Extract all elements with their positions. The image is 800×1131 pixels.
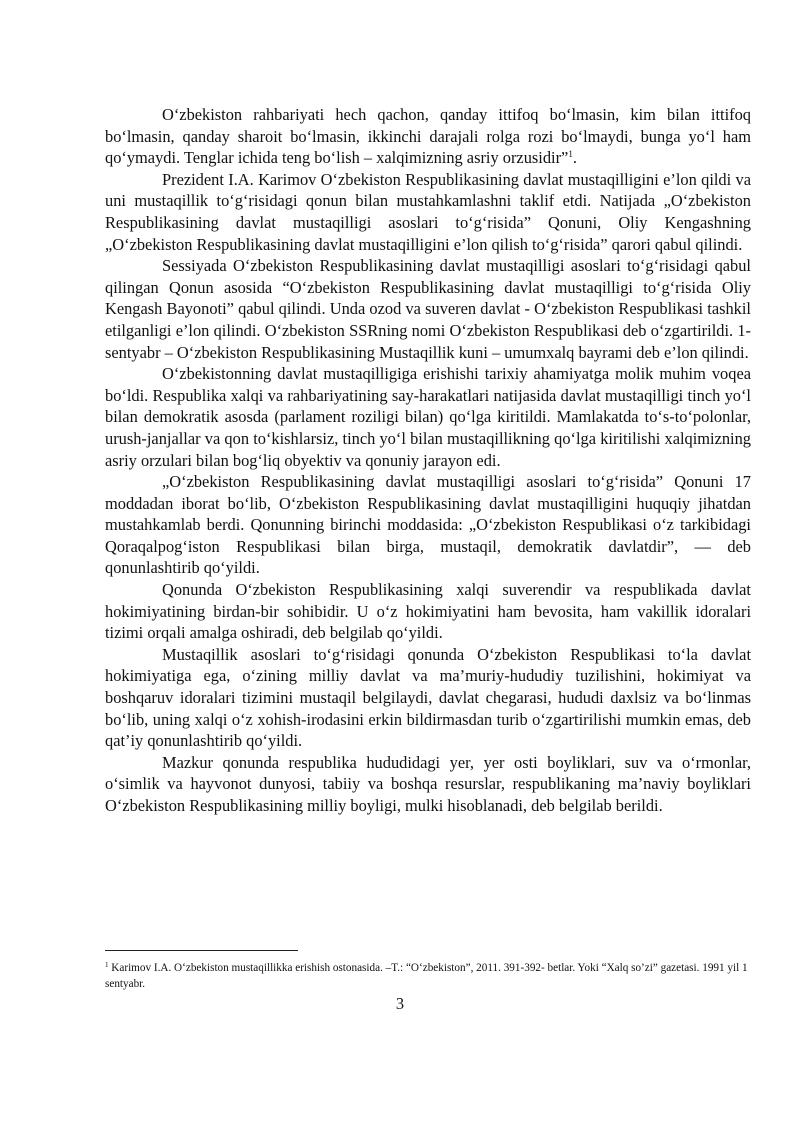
- paragraph-7: Mustaqillik asoslari to‘g‘risidagi qonunda O‘zbekiston Respublikasi to‘la davlat hokimiyatiga ega, o‘zining milliy davlat va ma’muriy-hududiy tuzilishini, hokimiyat va boshqaruv idoralari tizimini mustaqil belgilaydi, davlat chegarasi, hududi daxlsiz va bo‘linmas bo‘lib, uning xalqi o‘z xohish-irodasini erkin bildirmasdan turib o‘zgartirilishi mumkin emas, deb qat’iy qonunlashtirib qo‘yildi.: [105, 644, 751, 751]
- paragraph-1-text: O‘zbekiston rahbariyati hech qachon, qanday ittifoq bo‘lmasin, kim bilan ittifoq bo‘lmasin, qanday sharoit bo‘lmasin, ikkinchi darajali rolga rozi bo‘lmaydi, bunga yo‘l ham qo‘ymaydi. Tenglar ichida teng bo‘lish – xalqimizning asriy orzusidir”: [105, 105, 751, 168]
- paragraph-3: Sessiyada O‘zbekiston Respublikasining davlat mustaqilligi asoslari to‘g‘risidagi qabul qilingan Qonun asosida “O‘zbekiston Respublikasining davlat mustaqilligi to‘g‘risida Oliy Kengash Bayonoti” qabul qilindi. Unda ozod va suveren davlat - O‘zbekiston Respublikasi tashkil etilganligi e’lon qilindi. O‘zbekiston SSRning nomi O‘zbekiston Respublikasi deb o‘zgartirildi. 1-sentyabr – O‘zbekiston Respublikasining Mustaqillik kuni – umumxalq bayrami deb e’lon qilindi.: [105, 256, 751, 362]
- document-body: [105, 104, 751, 817]
- footnote: [105, 960, 751, 992]
- paragraph-8: Mazkur qonunda respublika hududidagi yer, yer osti boyliklari, suv va o‘rmonlar, o‘simlik va hayvonot dunyosi, tabiiy va boshqa resurslar, respublikaning ma’naviy boyliklari O‘zbekiston Respublikasining milliy boyligi, mulki hisoblanadi, deb belgilab berildi.: [105, 752, 751, 815]
- paragraph-5: „O‘zbekiston Respublikasining davlat mustaqilligi asoslari to‘g‘risida” Qonuni 17 moddadan iborat bo‘lib, O‘zbekiston Respublikasining davlat mustaqilligini huquqiy jihatdan mustahkamlab berdi. Qonunning birinchi moddasida: „O‘zbekiston Respublikasi o‘z tarkibidagi Qoraqalpog‘iston Respublikasi bilan birga, mustaqil, demokratik davlatdir”, — deb qonunlashtirib qo‘yildi.: [105, 472, 751, 578]
- footnote-separator: [105, 950, 298, 951]
- paragraph-2: Prezident I.A. Karimov O‘zbekiston Respublikasining davlat mustaqilligini e’lon qildi va uni mustaqillik to‘g‘risidagi qonun bilan mustahkamlashni taklif etdi. Natijada „O‘zbekiston Respublikasining davlat mustaqilligi asoslari to‘g‘risida” Qonuni, Oliy Kengashning „O‘zbekiston Respublikasining davlat mustaqilligini e’lon qilish to‘g‘risida” qarori qabul qilindi.: [105, 169, 751, 254]
- footnote-text: Karimov I.A. O‘zbekiston mustaqillikka erishish ostonasida. –T.: “O‘zbekiston”, 2011. 391-392- betlar. Yoki “Xalq so’zi” gazetasi. 1991 yil 1 sentyabr.: [105, 962, 748, 990]
- paragraph-6: Qonunda O‘zbekiston Respublikasining xalqi suverendir va respublikada davlat hokimiyatining birdan-bir sohibidir. U o‘z hokimiyatini ham bevosita, ham vakillik idoralari tizimi orqali amalga oshiradi, deb belgilab qo‘yildi.: [105, 580, 751, 643]
- page-number: 3: [395, 994, 405, 1013]
- paragraph-1-end: .: [572, 148, 577, 168]
- paragraph-1: [105, 104, 751, 169]
- paragraph-4: O‘zbekistonning davlat mustaqilligiga erishishi tarixiy ahamiyatga molik muhim voqea bo‘ldi. Respublika xalqi va rahbariyatining say-harakatlari natijasida davlat mustaqilligi tinch yo‘l bilan demokratik asosda (parlament roziligi bilan) qo‘lga kiritildi. Mamlakatda to‘s-to‘polonlar, urush-janjallar va qon to‘kishlarsiz, tinch yo‘l bilan mustaqillikning qo‘lga kiritilishi xalqimizning asriy orzulari bilan bog‘liq obyektiv va qonuniy jarayon edi.: [105, 364, 751, 470]
- footnote-marker: 1: [105, 961, 109, 969]
- footnote-reference[interactable]: 1: [568, 149, 573, 160]
